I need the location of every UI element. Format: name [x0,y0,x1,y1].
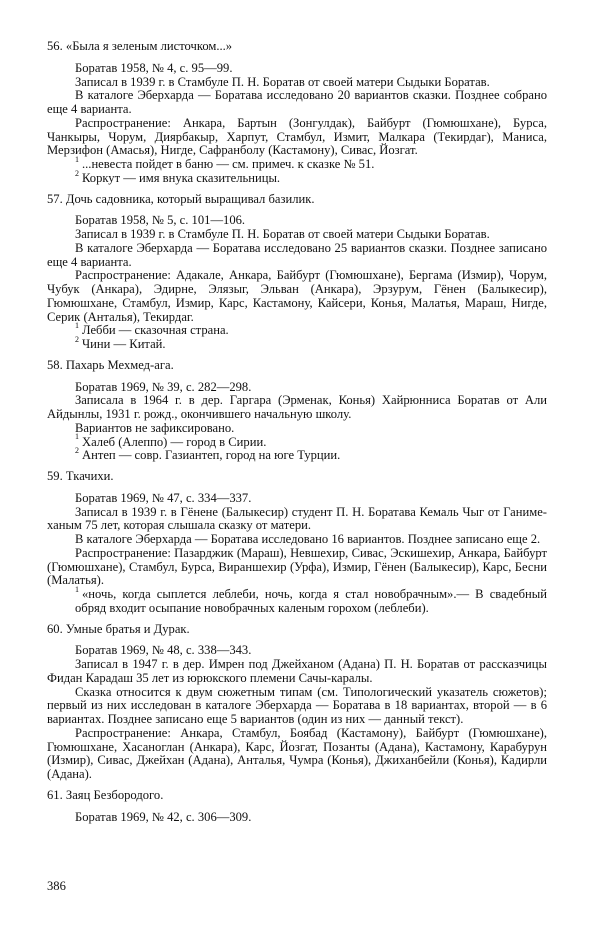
source-citation: Боратав 1958, № 4, с. 95—99. [75,60,233,75]
source-citation: Боратав 1969, № 42, с. 306—309. [75,809,252,824]
footnote-number: 2 [75,168,79,178]
catalog-info: В каталоге Эберхарда — Боратава исследовано 20 вариантов сказки. Позднее собрано еще 4 варианта. [47,88,547,116]
footnote [47,584,547,616]
footnote-number: 2 [75,446,79,456]
footnote-number: 1 [75,432,79,442]
footnote-text: Лебби — сказочная страна. [82,323,229,338]
document-page [47,40,547,824]
entry-57 [47,193,547,352]
footnote [47,321,547,338]
recording-info: Записал в 1939 г. в Стамбуле П. Н. Боратав от своей матери Сыдыки Боратав. [75,74,490,89]
entry-61 [47,789,547,825]
source-citation: Боратав 1969, № 48, с. 338—343. [75,643,252,658]
entry-59 [47,470,547,616]
catalog-info: Сказка относится к двум сюжетным типам (см. Типологический указатель сюжетов); первый из них исследован в каталоге Эберхарда — Боратава в 18 вариантах, второй — в 6 вариантах. Позднее записано еще 5 вариантов (один из них — данный текст). [47,684,547,726]
distribution: Распространение: Анкара, Стамбул, Боябад (Кастамону), Байбурт (Гюмюшхане), Гюмюшхане, Хасаноглан (Анкара), Карс, Йозгат, Позанты (Адана), Кастамону, Карабурун (Измир), Сивас, Джейхан (Адана), Анталья, Чумра (Конья), Джиханбейли (Конья), Кадирли (Адана). [47,725,547,781]
catalog-info: В каталоге Эберхарда — Боратава исследовано 16 вариантов. Позднее записано еще 2. [75,532,541,546]
footnote [47,334,547,352]
footnote [47,432,547,450]
entry-title: 57. Дочь садовника, который выращивал базилик. [47,191,315,206]
entry-56 [47,40,547,186]
footnote-text: Халеб (Алеппо) — город в Сирии. [82,434,267,449]
distribution: Распространение: Адакале, Анкара, Байбурт (Гюмюшхане), Бергама (Измир), Чорум, Чубук (Анкара), Эдирне, Элязыг, Эльван (Анкара), Эрзурум, Гёнен (Балыкесир), Гюмюшхане, Стамбул, Измир, Карс, Кастамону, Кайсери, Конья, Малатья, Мараш, Нигде, Серик (Анталья), Текирдаг. [47,268,547,324]
footnote-number: 1 [75,154,79,164]
footnote [47,446,547,463]
footnote-number: 1 [75,584,79,594]
source-citation: Боратав 1969, № 47, с. 334—337. [75,490,252,505]
recording-info: Записал в 1939 г. в Стамбуле П. Н. Боратав от своей матери Сыдыки Боратав. [75,227,490,241]
entry-60 [47,623,547,782]
footnote [47,168,547,186]
footnote-number: 1 [75,321,79,331]
entry-title: 60. Умные братья и Дурак. [47,621,190,636]
catalog-info: В каталоге Эберхарда — Боратава исследовано 25 вариантов сказки. Позднее записано еще 4 варианта. [47,240,547,269]
footnote-text: Чини — Китай. [82,337,166,351]
footnote-text: «ночь, когда сыплется леблеби, ночь, когда я стал новобрачным».— В свадебный обряд входит осыпание новобрачных каленым горохом (леблеби). [75,587,547,615]
footnote-text: Антеп — совр. Газиантеп, город на юге Турции. [82,448,341,463]
entry-title: 59. Ткачихи. [47,469,114,483]
source-citation: Боратав 1958, № 5, с. 101—106. [75,213,246,228]
entry-title: 58. Пахарь Мехмед-ага. [47,357,174,372]
entry-title: 61. Заяц Безбородого. [47,787,164,802]
source-citation: Боратав 1969, № 39, с. 282—298. [75,379,252,394]
page-number: 386 [47,879,66,893]
entry-title: 56. «Была я зеленым листочком...» [47,39,233,53]
variants-info: Вариантов не зафиксировано. [75,420,235,435]
footnote [47,154,547,172]
distribution: Распространение: Пазарджик (Мараш), Невшехир, Сивас, Эскишехир, Анкара, Байбурт (Гюмюшхане), Стамбул, Бурса, Вираншехир (Урфа), Измир, Гёнен (Балыкесир), Карс, Бесни (Малатья). [47,545,547,588]
footnote-text: Коркут — имя внука сказительницы. [82,170,281,185]
entry-58 [47,359,547,463]
footnote-text: ...невеста пойдет в баню — см. примеч. к сказке № 51. [82,157,375,171]
footnote-number: 2 [75,334,79,344]
recording-info: Записала в 1964 г. в дер. Гаргара (Эрменак, Конья) Хайрюнниса Боратав от Али Айдынлы, 1931 г. рожд., окончившего начальную школу. [47,393,547,421]
recording-info: Записал в 1947 г. в дер. Имрен под Джейханом (Адана) П. Н. Боратав от рассказчицы Фидан Карадаш 35 лет из юрюкского племени Сачы-каралы. [47,657,547,685]
distribution: Распространение: Анкара, Бартын (Зонгулдак), Байбурт (Гюмюшхане), Бурса, Чанкыры, Чорум, Диярбакыр, Харпут, Стамбул, Измит, Малкара (Текирдаг), Маниса, Мерзифон (Амасья), Нигде, Сафранболу (Кастамону), Сивас, Йозгат. [47,115,547,158]
recording-info: Записал в 1939 г. в Гёнене (Балыкесир) студент П. Н. Боратава Кемаль Чыг от Ганиме-ханым 75 лет, которая слышала сказку от матери. [47,504,547,533]
